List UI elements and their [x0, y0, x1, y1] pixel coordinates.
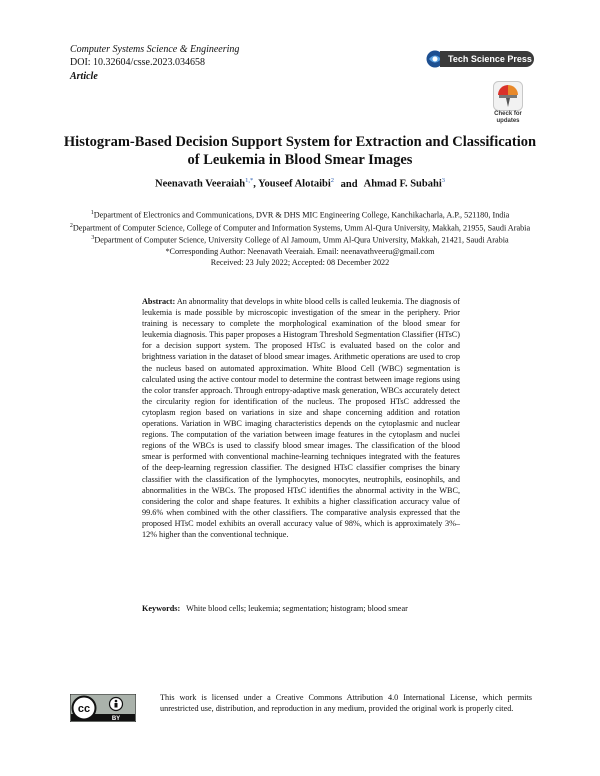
- license-statement: This work is licensed under a Creative Commons Attribution 4.0 International License, which permits unrestricted use, distribution, and reproduction in any medium, provided the original work is properly cited.: [160, 693, 532, 714]
- abstract-text: An abnormality that develops in white blood cells is called leukemia. The diagnosis of leukemia is made possible by microscopic investigation of the smear in the periphery. Prior training is necessary to complete the morphological examination of the blood smear for leukemia diagnosis. This paper proposes a Histogram Threshold Segmentation Classifier (HTsC) for a decision support system. The proposed HTsC is evaluated based on the color and brightness variation in the dataset of blood smear images. Arithmetic operations are used to crop the nucleus based on automated approximation. White Blood Cell (WBC) segmentation is calculated using the active contour model to determine the contrast between image regions using the color transfer approach. Through entropy-adaptive mask generation, WBCs accurately detect the circularity region for identification of the nucleus. The proposed HTsC addressed the cytoplasm region based on variations in size and shape concerning addition and rotation operations. Variation in WBC imaging characteristics depends on the cytoplasmic and nuclear regions. The computation of the variation between image features in the cytoplasm and nuclei regions of the WBCs is used to classify blood smear images. The classification of the blood smear is performed with conventional machine-learning techniques integrated with the features of the deep-learning regression classifier. The designed HTsC classifier comprises the binary classifier with the classification of the lymphocytes, monocytes, neutrophils, eosinophils, and abnormalities in the WBCs. The proposed HTsC identifies the abnormal activity in the WBC, considering the color and shape features. It exhibits a higher classification accuracy value of 99.6% when combined with the other classifiers. The comparative analysis expressed that the proposed HTsC model exhibits an overall accuracy value of 98%, which is approximately 3%–12% higher than the conventional technique.: [142, 297, 460, 539]
- keywords-label: Keywords:: [142, 604, 181, 613]
- affiliation-text: Department of Computer Science, University College of Al Jamoum, Umm Al-Qura University, Makkah, 21421, Saudi Arabia: [94, 236, 509, 246]
- cc-badge-text: cc: [77, 703, 91, 715]
- affiliation-sup: 2: [69, 222, 73, 229]
- doi-link[interactable]: DOI: 10.32604/csse.2023.034658: [70, 57, 205, 68]
- cc-by-license-badge[interactable]: [70, 694, 136, 722]
- check-for-updates-label: Check for updates: [494, 111, 522, 124]
- article-type: Article: [70, 71, 98, 82]
- author-conjunction: and: [340, 178, 358, 190]
- by-badge-text: BY: [111, 716, 121, 722]
- affiliation-text: Department of Electronics and Communications, DVR & DHS MIC Engineering College, Kanchikacharla, A.P., 521180, India: [93, 210, 510, 220]
- publisher-logo: [426, 49, 534, 69]
- journal-name: Computer Systems Science & Engineering: [70, 44, 240, 55]
- keywords: [142, 603, 472, 614]
- affiliation-line: [62, 208, 538, 221]
- check-for-updates-button[interactable]: [491, 81, 525, 125]
- keywords-text: White blood cells; leukemia; segmentation; histogram; blood smear: [186, 604, 408, 613]
- affiliation-text: Department of Computer Science, College of Computer and Information Systems, Umm Al-Qura University, Makkah, 21955, Saudi Arabia: [72, 223, 531, 233]
- abstract-label: Abstract:: [142, 297, 176, 306]
- publisher-name: Tech Science Press: [440, 51, 534, 67]
- affiliation-line: [62, 221, 538, 234]
- author-list: Neenavath Veeraiah$^{1,*}$, Youseef Alotaibi$^2$ and Ahmad F. Subahi$^3$: [155, 177, 445, 190]
- person-icon: [115, 700, 118, 703]
- author-name[interactable]: Youseef Alotaibi: [258, 178, 331, 190]
- affiliation-line: [62, 233, 538, 246]
- abstract: [142, 296, 460, 540]
- author-sup: 1,*: [245, 177, 254, 184]
- author-name[interactable]: Ahmad F. Subahi: [363, 178, 442, 190]
- check-for-updates-icon: [493, 81, 523, 111]
- author-sup: 3: [441, 177, 445, 184]
- author-name[interactable]: Neenavath Veeraiah: [155, 178, 246, 190]
- paper-title: Histogram-Based Decision Support System for Extraction and Classification of Leukemia in Blood Smear Images: [63, 134, 537, 168]
- affiliation-sup: 1: [90, 210, 94, 216]
- affiliations: [62, 208, 538, 268]
- received-accepted-dates: Received: 23 July 2022; Accepted: 08 December 2022: [210, 258, 390, 268]
- author-sup: 2: [330, 177, 335, 184]
- affiliation-sup: 3: [91, 235, 95, 242]
- corresponding-author: *Corresponding Author: Neenavath Veeraiah. Email: neenavathveeru@gmail.com: [165, 247, 435, 257]
